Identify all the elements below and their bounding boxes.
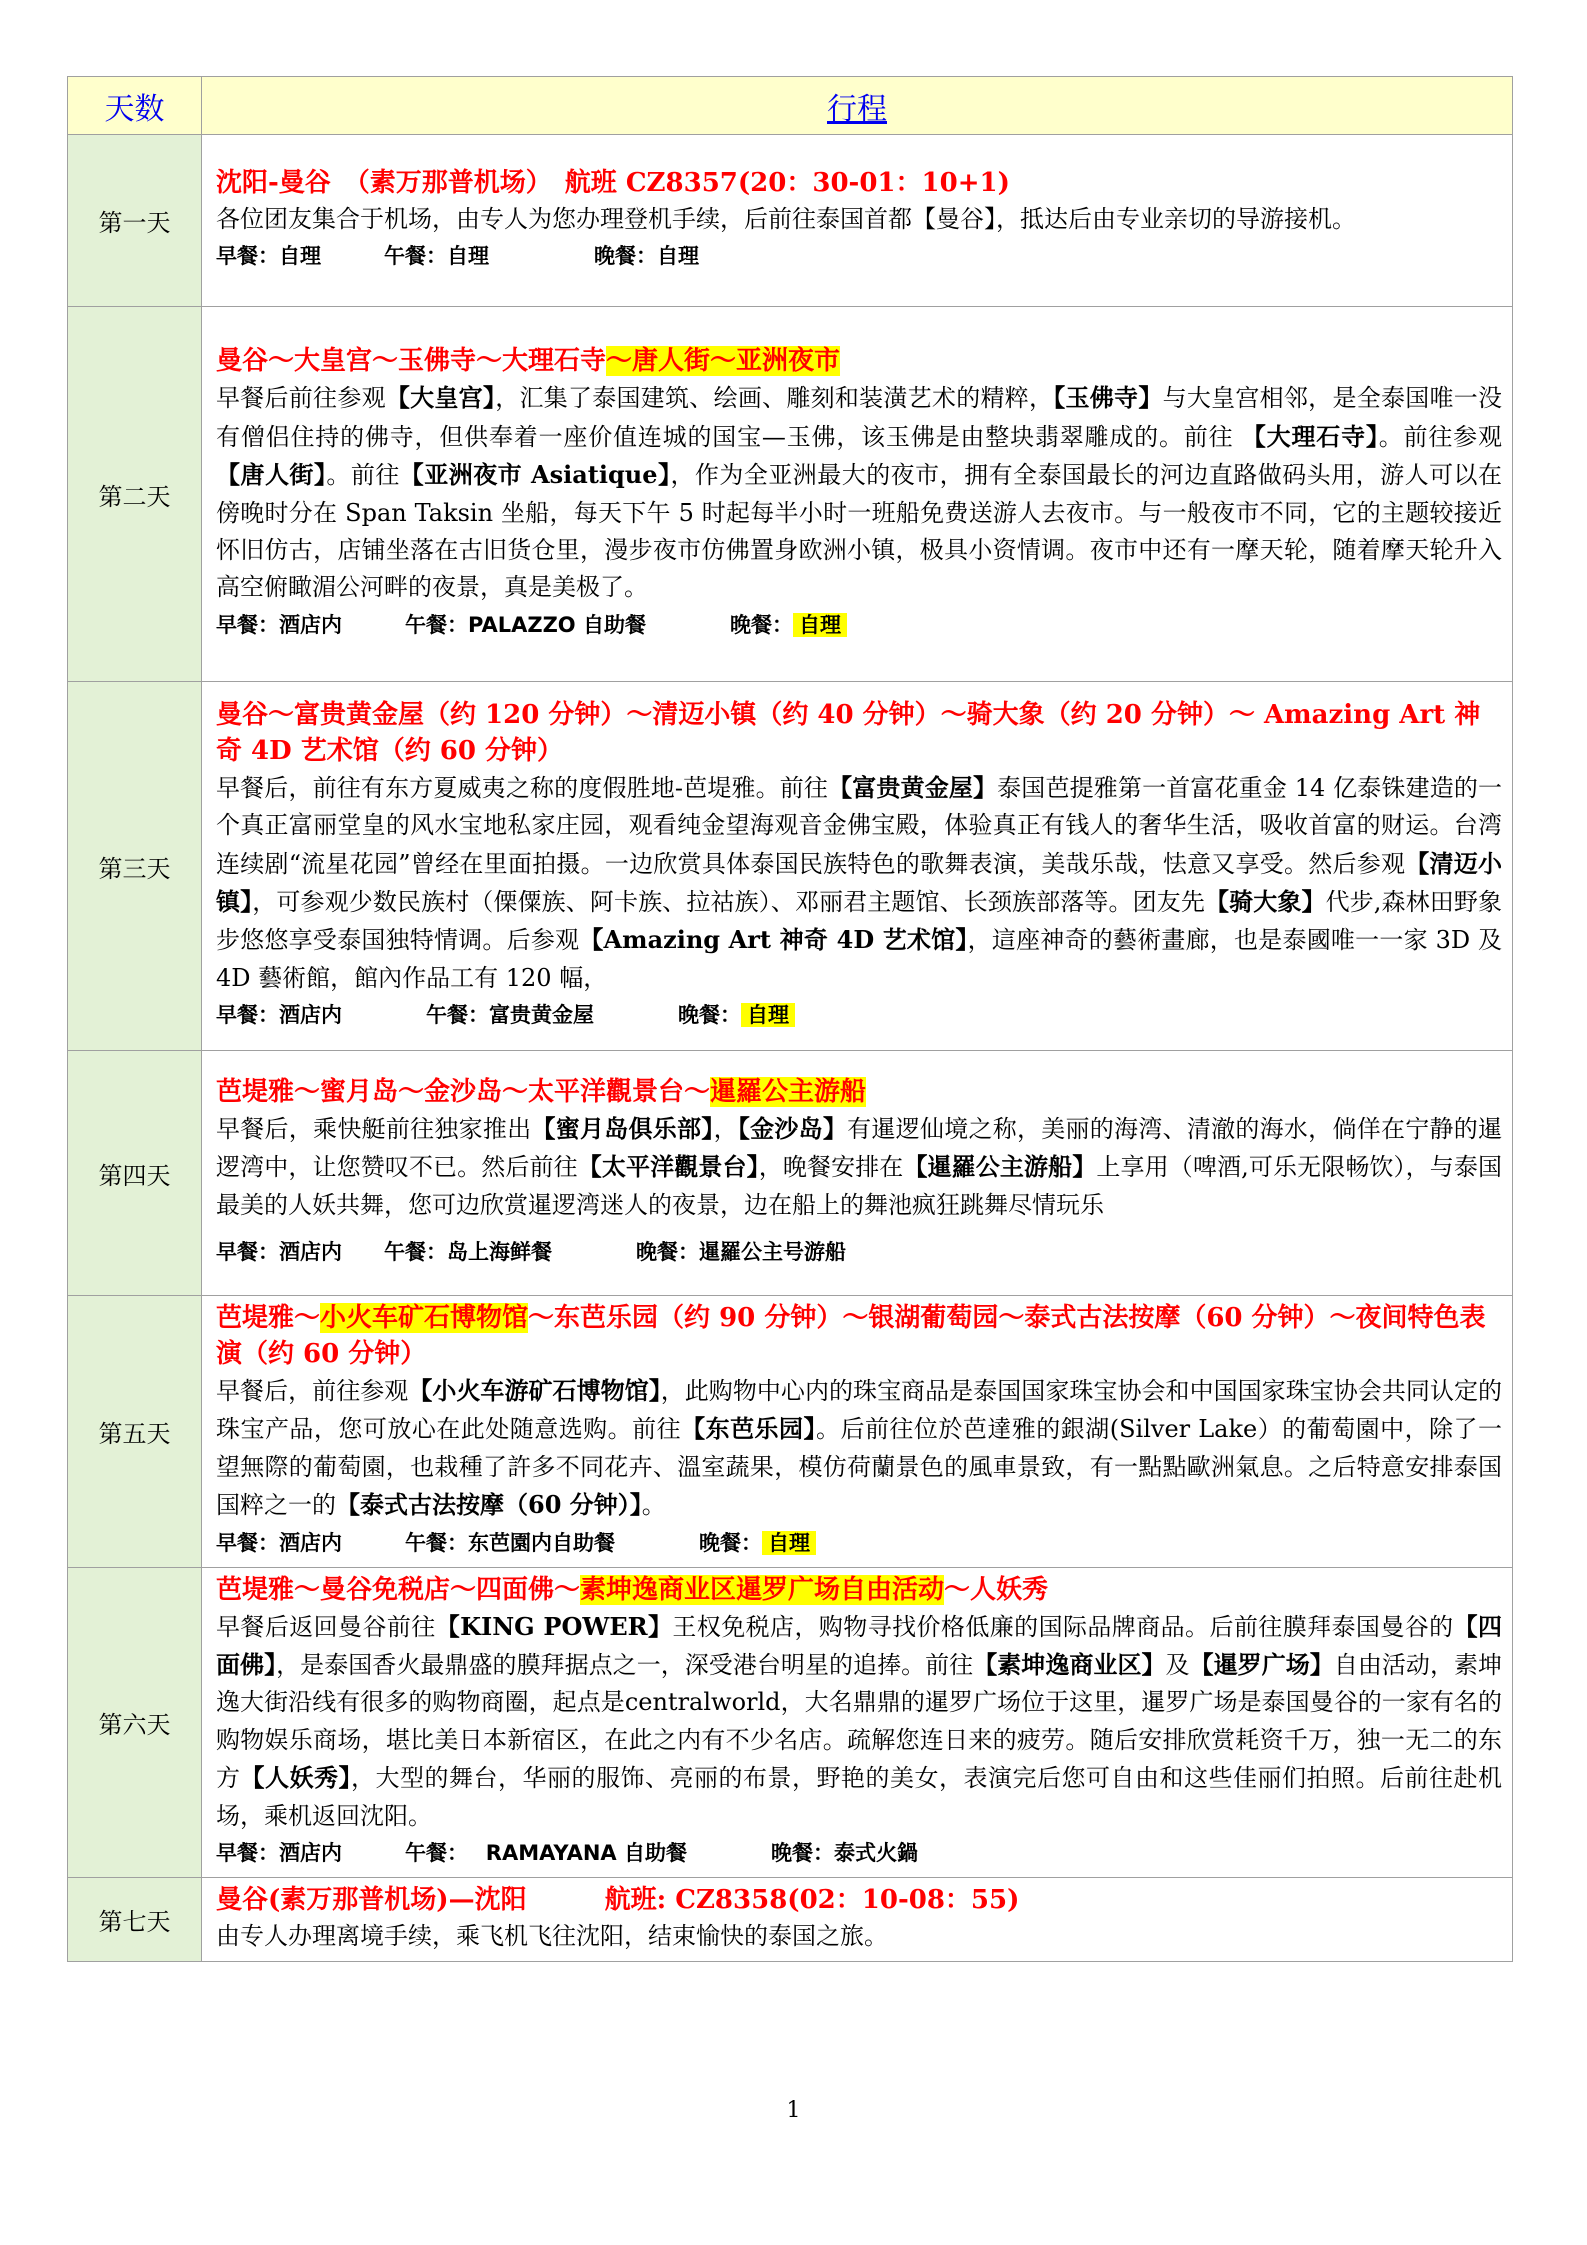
day-description: 由专人办理离境手续，乘飞机飞往沈阳，结束愉快的泰国之旅。 bbox=[216, 1922, 888, 1951]
day-content bbox=[202, 1878, 1513, 1962]
table-row bbox=[68, 1878, 1513, 1962]
day-title: 曼谷～富贵黄金屋（约 120 分钟）～清迈小镇（约 40 分钟）～骑大象（约 20 分钟）～ Amazing Art 神奇 4D 艺术馆（约 60 分钟） bbox=[216, 699, 1481, 766]
header-day: 天数 bbox=[68, 77, 202, 135]
day-meals: 早餐：酒店内 午餐：富贵黄金屋 晚餐： 自理 bbox=[216, 997, 1502, 1033]
day-description: 早餐后，前往参观【小火车游矿石博物馆】，此购物中心内的珠宝商品是泰国国家珠宝协会和中国国家珠宝协会共同认定的珠宝产品，您可放心在此处随意选购。前往【东芭乐园】。后前往位於芭達雅的銀湖(Silver Lake）的葡萄園中，除了一望無際的葡萄園，也栽種了許多不同花卉、溫室蔬果，模仿荷蘭景色的風車景致，有一點點歐洲氣息。之后特意安排泰国国粹之一的【泰式古法按摩（60 分钟）】。 bbox=[216, 1376, 1503, 1520]
day-content bbox=[202, 135, 1513, 307]
day-label: 第三天 bbox=[68, 682, 202, 1051]
itinerary-table bbox=[67, 76, 1513, 1962]
day-meals: 早餐：酒店内 午餐：东芭園内自助餐 晚餐： 自理 bbox=[216, 1525, 1502, 1561]
table-row bbox=[68, 135, 1513, 307]
day-content bbox=[202, 682, 1513, 1051]
day-description: 早餐后，前往有东方夏威夷之称的度假胜地-芭堤雅。前往【富贵黄金屋】泰国芭提雅第一首富花重金 14 亿泰铢建造的一个真正富丽堂皇的风水宝地私家庄园，观看纯金望海观音金佛宝殿，体验真正有钱人的奢华生活，吸收首富的财运。台湾连续剧“流星花园”曾经在里面拍摄。一边欣赏具体泰国民族特色的歌舞表演，美哉乐哉，怯意又享受。然后参观【清迈小镇】，可参观少数民族村（傈僳族、阿卡族、拉祜族）、邓丽君主题馆、长颈族部落等。团友先【骑大象】代步,森林田野象步悠悠享受泰国独特情调。后参观【Amazing Art 神奇 4D 艺术馆】，這座神奇的藝術畫廊，也是泰國唯一一家 3D 及 4D 藝術館，館內作品工有 120 幅， bbox=[216, 772, 1503, 992]
day-title: 沈阳-曼谷 （素万那普机场） 航班 CZ8357(20：30-01：10+1) bbox=[216, 167, 1010, 198]
day-label: 第六天 bbox=[68, 1567, 202, 1877]
day-title: 芭堤雅～蜜月岛～金沙岛～太平洋觀景台～暹羅公主游船 bbox=[216, 1076, 867, 1107]
table-row bbox=[68, 682, 1513, 1051]
day-content bbox=[202, 1051, 1513, 1296]
day-label: 第七天 bbox=[68, 1878, 202, 1962]
day-title: 芭堤雅～曼谷免税店～四面佛～素坤逸商业区暹罗广场自由活动～人妖秀 bbox=[216, 1574, 1049, 1605]
table-row bbox=[68, 1051, 1513, 1296]
day-description: 早餐后，乘快艇前往独家推出【蜜月岛俱乐部】，【金沙岛】有暹逻仙境之称，美丽的海湾、清澈的海水，倘佯在宁静的暹逻湾中，让您赞叹不已。然后前往【太平洋觀景台】，晚餐安排在【暹羅公主游船】上享用（啤酒,可乐无限畅饮），与泰国最美的人妖共舞，您可边欣赏暹逻湾迷人的夜景，边在船上的舞池疯狂跳舞尽情玩乐 bbox=[216, 1113, 1503, 1219]
day-meals: 早餐：酒店内 午餐： RAMAYANA 自助餐 晚餐：泰式火鍋 bbox=[216, 1841, 918, 1866]
day-meals: 早餐：自理 午餐：自理 晚餐：自理 bbox=[216, 244, 699, 269]
table-row bbox=[68, 307, 1513, 682]
day-content bbox=[202, 1567, 1513, 1877]
day-description: 早餐后返回曼谷前往【KING POWER】王权免税店，购物寻找价格低廉的国际品牌商品。后前往膜拜泰国曼谷的【四面佛】，是泰国香火最鼎盛的膜拜据点之一，深受港台明星的追捧。前往【素坤逸商业区】及【暹罗广场】自由活动，素坤逸大街沿线有很多的购物商圈，起点是centralworld，大名鼎鼎的暹罗广场位于这里，暹罗广场是泰国曼谷的一家有名的购物娱乐商场，堪比美日本新宿区，在此之内有不少名店。疏解您连日来的疲劳。随后安排欣赏耗资千万，独一无二的东方【人妖秀】，大型的舞台，华丽的服饰、亮丽的布景，野艳的美女，表演完后您可自由和这些佳丽们拍照。后前往赴机场，乘机返回沈阳。 bbox=[216, 1611, 1503, 1830]
day-title: 曼谷(素万那普机场)—沈阳 航班: CZ8358(02：10-08：55) bbox=[216, 1885, 1020, 1916]
table-header-row bbox=[68, 77, 1513, 135]
table-row bbox=[68, 1567, 1513, 1877]
day-label: 第四天 bbox=[68, 1051, 202, 1296]
page-number: 1 bbox=[786, 2098, 801, 2123]
day-meals: 早餐：酒店内 午餐：PALAZZO 自助餐 晚餐： 自理 bbox=[216, 607, 1502, 643]
day-label: 第五天 bbox=[68, 1296, 202, 1568]
day-description: 早餐后前往参观【大皇宫】，汇集了泰国建筑、绘画、雕刻和装潢艺术的精粹，【玉佛寺】与大皇宫相邻，是全泰国唯一没有僧侣住持的佛寺，但供奉着一座价值连城的国宝—玉佛，该玉佛是由整块翡翠雕成的。前往 【大理石寺】。前往参观【唐人街】。前往【亚洲夜市 Asiatique】，作为全亚洲最大的夜市，拥有全泰国最长的河边直路做码头用，游人可以在傍晚时分在 Span Taksin 坐船，每天下午 5 时起每半小时一班船免费送游人去夜市。与一般夜市不同，它的主题较接近怀旧仿古，店铺坐落在古旧货仓里，漫步夜市仿佛置身欧洲小镇，极具小资情调。夜市中还有一摩天轮，随着摩天轮升入高空俯瞰湄公河畔的夜景，真是美极了。 bbox=[216, 383, 1503, 602]
day-title: 曼谷～大皇宫～玉佛寺～大理石寺～唐人街～亚洲夜市 bbox=[216, 346, 841, 377]
day-meals: 早餐：酒店内 午餐：岛上海鲜餐 晚餐：暹羅公主号游船 bbox=[216, 1240, 846, 1265]
header-itinerary[interactable]: 行程 bbox=[202, 77, 1513, 135]
day-title: 芭堤雅～小火车矿石博物馆～东芭乐园（约 90 分钟）～银湖葡萄园～泰式古法按摩（60 分钟）～夜间特色表演（约 60 分钟） bbox=[216, 1303, 1486, 1369]
table-row bbox=[68, 1296, 1513, 1568]
day-content bbox=[202, 1296, 1513, 1568]
day-label: 第二天 bbox=[68, 307, 202, 682]
day-description: 各位团友集合于机场，由专人为您办理登机手续，后前往泰国首都【曼谷】，抵达后由专业亲切的导游接机。 bbox=[216, 204, 1356, 233]
day-label: 第一天 bbox=[68, 135, 202, 307]
day-content bbox=[202, 307, 1513, 682]
